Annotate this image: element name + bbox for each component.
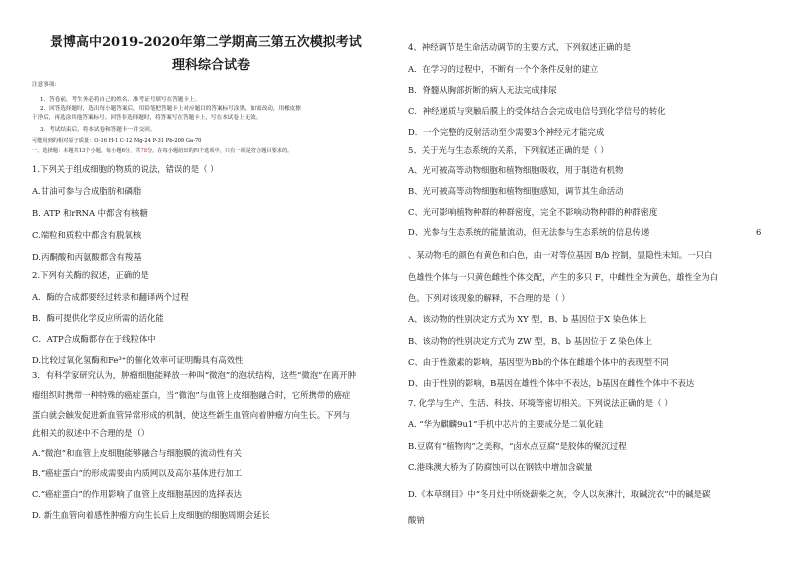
page-marker: 6 (756, 227, 762, 237)
exam-title: 景博高中2019-2020年第二学期高三第五次模拟考试 (50, 35, 362, 50)
question-1: 1.下列关于组成细胞的物质的说法，错误的是（ ） (32, 164, 219, 174)
question-2: 2.下列有关酶的叙述，正确的是 (32, 270, 149, 280)
option-line: C.端粒和质粒中都含有脱氧核 (32, 230, 142, 240)
notice-item: 3．考试结束后，将本试卷和答题卡一并交回。 (40, 127, 156, 133)
option-line: C．ATP合成酶都存在于线粒体中 (32, 334, 156, 344)
option-line: C.“癌症蛋白”的作用影响了血管上皮细胞基因的选择表达 (32, 489, 242, 499)
option-line: B．酶可提供化学反应所需的活化能 (32, 313, 164, 323)
option-line: A. “华为麒麟9u1”手机中芯片的主要成分是二氧化硅 (408, 419, 604, 429)
option-line: D.比较过氧化氢酶和Fe³⁺的催化效率可证明酶具有高效性 (32, 355, 244, 365)
option-line: A.“微泡”和血管上皮细胞能够融合与细胞膜的流动性有关 (32, 448, 242, 458)
option-line: C、由于性激素的影响，基因型为Bb的个体在雌雄个体中的表现型不同 (408, 357, 669, 367)
notice-item: 2．回答选择题时，选出每小题答案后，用铅笔把答题卡上对应题目的答案标号涂黑，如需改动，用橡皮擦 (40, 106, 301, 112)
option-line: B.豆腐有“植物肉”之美称，“卤水点豆腐”是胶体的聚沉过程 (408, 441, 627, 451)
option-line: D．一个完整的反射活动至少需要3个神经元才能完成 (408, 127, 605, 137)
notice-heading: 注意事项： (32, 82, 60, 88)
question-text: 色雄性个体与一只黄色雌性个体交配，产生的多只 F，中雌性全为黄色，雄性全为白 (408, 272, 718, 282)
option-line: D、由于性别的影响，B基因在雄性个体中不表达，b基因在雌性个体中不表达 (408, 378, 695, 388)
option-line: B. ATP 和rRNA 中都含有核糖 (32, 208, 148, 218)
question-text: 蛋白就会触发促进新血管异常形成的机制，使这些新生血管向着肿瘤方向生长。下列与 (32, 410, 351, 420)
option-line: A．酶的合成都要经过转录和翻译两个过程 (32, 292, 189, 302)
option-line: C.港珠澳大桥为了防腐蚀可以在钢铁中增加含碳量 (408, 462, 593, 472)
option-line: B．脊髓从胸部折断的病人无法完成排尿 (408, 85, 557, 95)
exam-subtitle: 理科综合试卷 (172, 58, 251, 73)
option-line: B.“癌症蛋白”的形成需要由内质网以及高尔基体进行加工 (32, 468, 243, 478)
option-line: D、光参与生态系统的能量流动，但无法参与生态系统的信息传递 (408, 227, 650, 237)
question-4: 4、神经调节是生命活动调节的主要方式，下列叙述正确的是 (408, 42, 632, 52)
option-line: D.丙酮酸和丙氨酸都含有羧基 (32, 252, 142, 262)
question-3: 3．有科学家研究认为，肿瘤细胞能释放一种叫“微泡”的泡状结构，这些“微泡”在离开肿 (32, 370, 356, 380)
option-line: 酸钠 (408, 515, 425, 525)
option-line: A．在学习的过程中，不断有一个个条件反射的建立 (408, 64, 599, 74)
section-intro: 一、选择题：本题共13个小题，每小题6分，共78分。在每小题给出的四个选项中，只有一项是符合题目要求的。 (32, 148, 293, 154)
question-6: 、某动物毛的颜色有黄色和白色，由一对等位基因 B/b 控制，显隐性未知。一只白 (408, 250, 713, 260)
question-5: 5、关于光与生态系统的关系，下列叙述正确的是（ ） (408, 145, 609, 155)
option-line: C、光可影响植物种群的种群密度，完全不影响动物种群的种群密度 (408, 207, 658, 217)
atomic-masses: 可能用到的相对原子质量：O-16 H-1 C-12 Mg-24 P-31 Pb-209 Ga-70 (32, 138, 202, 144)
option-line: B、该动物的性别决定方式为 ZW 型，B、b 基因位于 Z 染色体上 (408, 336, 652, 346)
question-text: 色。下列对该现象的解释，不合理的是（ ） (408, 293, 570, 303)
question-7: 7. 化学与生产、生活、科技、环境等密切相关。下列说法正确的是（ ） (408, 398, 673, 408)
notice-item: 干净后，再选涂其他答案标号。回答非选择题时，将答案写在答题卡上，写在本试卷上无效。 (32, 115, 262, 121)
question-text: 瘤组织时携带一种特殊的癌症蛋白，当“微泡”与血管上皮细胞融合时，它所携带的癌症 (32, 390, 351, 400)
option-line: D.《本草纲目》中“冬月灶中所烧薪柴之灰，令人以灰淋汁，取碱浣衣”中的碱是碳 (408, 489, 711, 499)
notice-item: 1．答卷前，考生务必将自己的姓名、准考证号填写在答题卡上。 (40, 97, 201, 103)
option-line: A、光可被高等动物细胞和植物细胞吸收，用于制造有机物 (408, 165, 624, 175)
option-line: A.甘油可参与合成脂肪和磷脂 (32, 186, 142, 196)
option-line: C．神经递质与突触后膜上的受体结合会完成电信号到化学信号的转化 (408, 106, 666, 116)
question-text: 此相关的叙述中不合理的是（） (32, 428, 150, 438)
option-line: B、光可被高等动物细胞和植物细胞感知，调节其生命活动 (408, 186, 624, 196)
option-line: D. 新生血管向着感性肿瘤方向生长后上皮细胞的细胞周期会延长 (32, 510, 270, 520)
option-line: A、该动物的性别决定方式为 XY 型，B、b 基因位于X 染色体上 (408, 314, 647, 324)
